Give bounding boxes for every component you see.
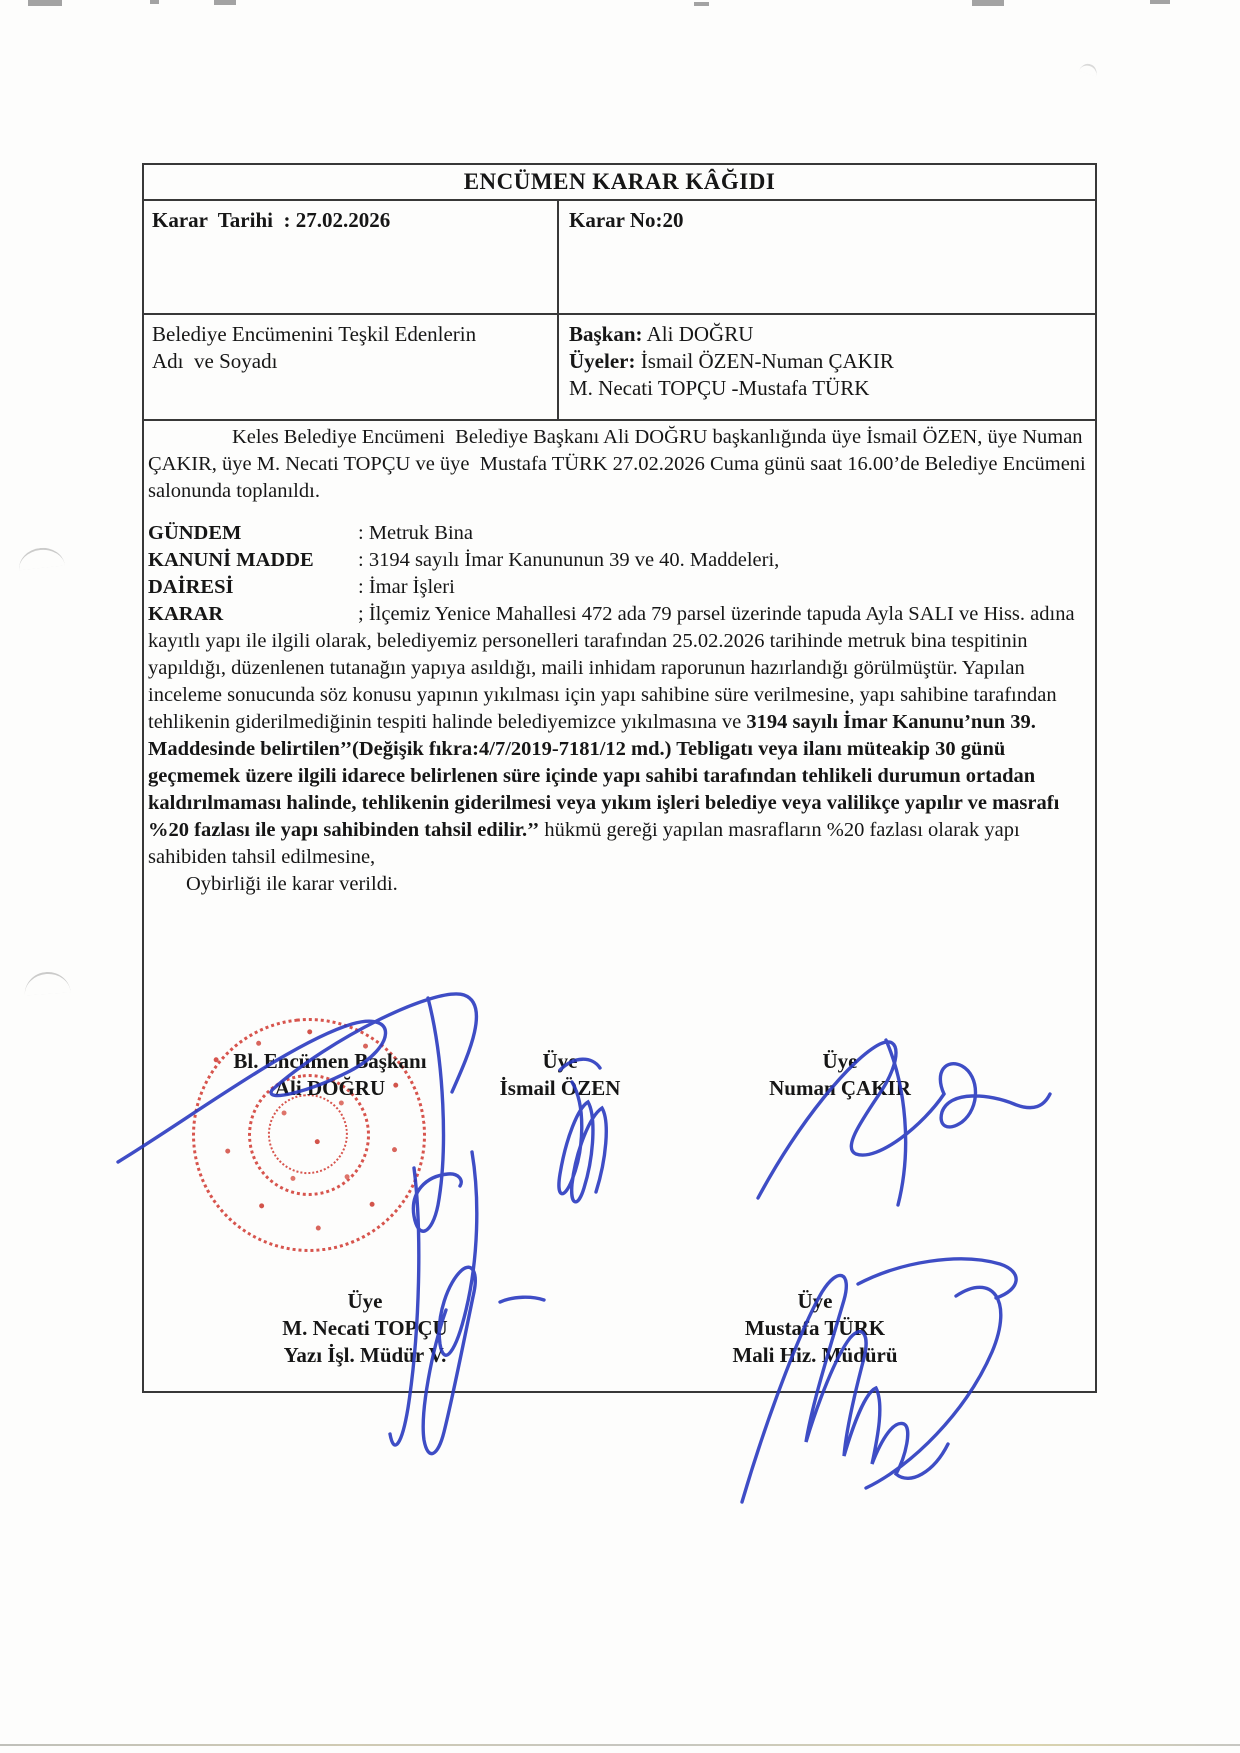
header-row-members — [144, 315, 1095, 421]
members-label: Üyeler: — [569, 349, 636, 373]
scan-mark — [17, 546, 65, 571]
members-names-cell — [559, 315, 1095, 419]
signer-name: Ali DOĞRU — [274, 1076, 386, 1100]
decision-text-bold: 3194 sayılı İmar Kanunu’nun 39. Maddesinde belirtilen’’(Değişik fıkra:4/7/2019-7181/12 md.) Tebligatı veya ilanı müteakip 30 günü geçmemek üzere ilgili idarece belirlenen süre içinde yapı sahibi tarafından tehlikeli durumun ortadan kaldırılmaması halinde, tehlikenin giderilmesi veya yıkım işleri belediye veya valilikçe yapılır ve masrafı %20 fazlası ile yapı sahibinden tahsil edilir.’’ — [148, 711, 1065, 841]
scan-bottom-edge — [0, 1744, 1240, 1746]
members-label-line1: Belediye Encümenini Teşkil Edenlerin — [152, 322, 477, 346]
signer-role: Bl. Encümen Başkanı — [233, 1049, 427, 1073]
scan-artifact — [150, 0, 159, 4]
scan-mark — [1079, 61, 1099, 76]
karar-label: KARAR — [148, 603, 224, 625]
agenda-row-kanuni — [148, 547, 1086, 574]
gundem-label: GÜNDEM — [148, 522, 242, 544]
scan-mark — [23, 970, 70, 995]
chairman-label: Başkan: — [569, 322, 643, 346]
signer-name: Numan ÇAKIR — [769, 1076, 911, 1100]
signer-name: M. Necati TOPÇU — [282, 1316, 448, 1340]
document-title: ENCÜMEN KARAR KÂĞIDI — [144, 165, 1095, 201]
scan-artifact — [972, 0, 1004, 6]
signature-block-chairman — [190, 1048, 470, 1102]
signer-title: Mali Hiz. Müdürü — [732, 1343, 898, 1367]
chairman-name: Ali DOĞRU — [642, 322, 754, 346]
scan-artifact — [28, 0, 62, 6]
signer-role: Üye — [797, 1289, 833, 1313]
signer-name: İsmail ÖZEN — [499, 1076, 621, 1100]
signer-role: Üye — [822, 1049, 858, 1073]
kanuni-label: KANUNİ MADDE — [148, 549, 314, 571]
scan-artifact — [214, 0, 236, 5]
signer-role: Üye — [542, 1049, 578, 1073]
agenda-row-dairesi — [148, 574, 1086, 601]
decision-text-2: hükmü gereği yapılan masrafların %20 fazlası olarak yapı sahibiden tahsil edilmesine, — [148, 819, 1025, 868]
document-body — [148, 424, 1091, 898]
chairman-line — [569, 321, 1085, 348]
intro-paragraph: Keles Belediye Encümeni Belediye Başkanı Ali DOĞRU başkanlığında üye İsmail ÖZEN, üye Numan ÇAKIR, üye M. Necati TOPÇU ve üye Mustafa TÜRK 27.02.2026 Cuma günü saat 16.00’de Belediye Encümeni salonunda toplanıldı. — [148, 426, 1091, 502]
scan-artifact — [694, 2, 709, 6]
official-stamp — [180, 1006, 437, 1263]
signature-block-ozen — [440, 1048, 680, 1102]
members-names: İsmail ÖZEN-Numan ÇAKIR — [635, 349, 894, 373]
signer-title: Yazı İşl. Müdür V. — [283, 1343, 447, 1367]
signature-block-topcu — [235, 1288, 495, 1369]
decision-paragraph — [148, 601, 1086, 871]
kanuni-value: : 3194 sayılı İmar Kanununun 39 ve 40. Maddeleri, — [358, 549, 780, 571]
agenda-row-gundem — [148, 520, 1086, 547]
signature-block-cakir — [700, 1048, 980, 1102]
dairesi-value: : İmar İşleri — [358, 576, 455, 598]
signature-block-turk — [685, 1288, 945, 1369]
closing-line: Oybirliği ile karar verildi. — [186, 873, 398, 895]
gundem-value: : Metruk Bina — [358, 522, 474, 544]
scan-artifact — [1150, 0, 1170, 4]
members-label-cell — [144, 315, 559, 419]
signer-name: Mustafa TÜRK — [744, 1316, 886, 1340]
members-line2: M. Necati TOPÇU -Mustafa TÜRK — [569, 376, 870, 400]
members-label-line2: Adı ve Soyadı — [152, 349, 278, 373]
decision-date-cell: Karar Tarihi : 27.02.2026 — [144, 201, 559, 313]
members-line — [569, 348, 1085, 375]
header-row-dates — [144, 201, 1095, 315]
decision-number-cell: Karar No:20 — [569, 208, 684, 232]
decision-text-1: ; İlçemiz Yenice Mahallesi 472 ada 79 parsel üzerinde tapuda Ayla SALI ve Hiss. adına kayıtlı yapı ile ilgili olarak, belediyemiz personelleri tarafından 25.02.2026 tarihinde metruk bina tespitinin yapıldığı, düzenlenen tutanağın yapıya asıldığı, maili inhidam raporunun hazırlandığı görülmüştür. Yapılan inceleme sonucunda söz konusu yapının yıkılması için yapı sahibine süre verilmesine, yapı sahibine tarafından tehlikenin giderilmediğinin tespiti halinde belediyemizce yıkılmasına ve — [148, 603, 1080, 733]
dairesi-label: DAİRESİ — [148, 576, 234, 598]
signer-role: Üye — [347, 1289, 383, 1313]
